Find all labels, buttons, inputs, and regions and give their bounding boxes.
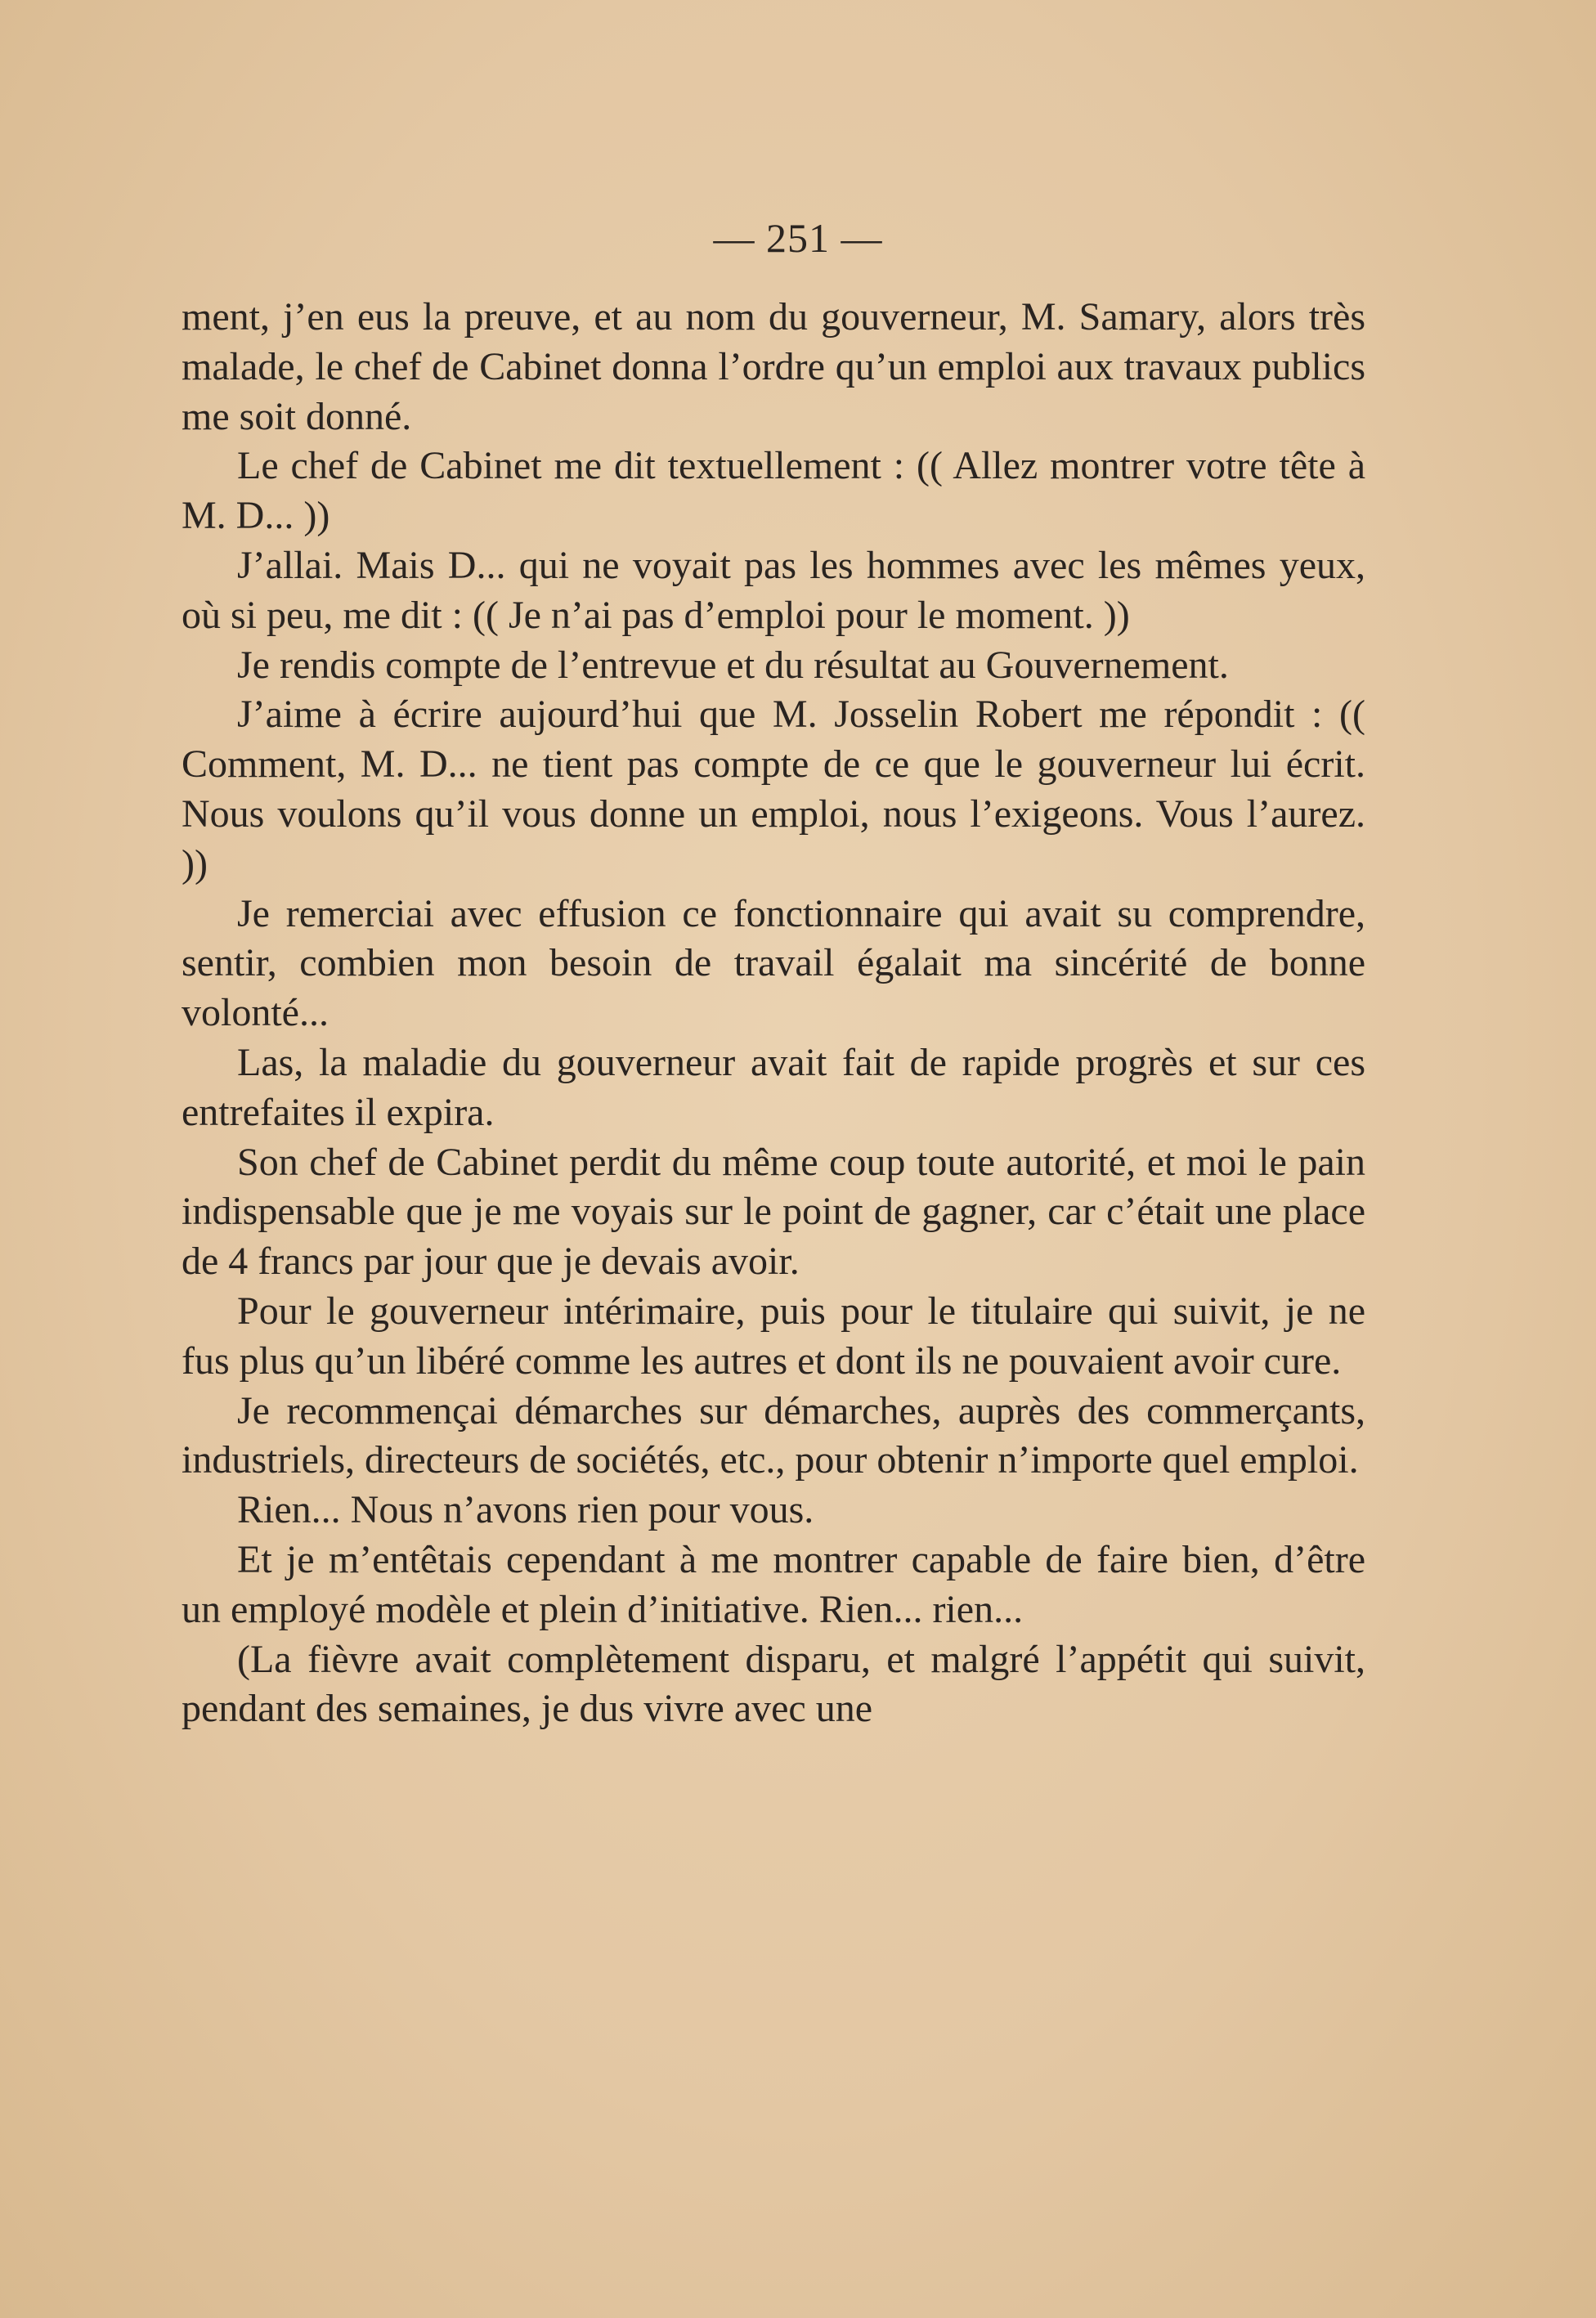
body-text: [182, 293, 1365, 1734]
page-number: — 251 —: [713, 215, 883, 261]
paragraph-10: Je recommençai démarches sur démarches, auprès des commerçants, industriels, directeurs de sociétés, etc., pour obtenir n’importe quel emploi.: [182, 1388, 1365, 1482]
paragraph-13: (La fièvre avait complètement disparu, et malgré l’appétit qui suivit, pendant des semaines, je dus vivre avec une: [182, 1637, 1365, 1731]
paragraph-4: Je rendis compte de l’entrevue et du résultat au Gouvernement.: [237, 643, 1229, 687]
paragraph-3: J’allai. Mais D... qui ne voyait pas les hommes avec les mêmes yeux, où si peu, me dit : (( Je n’ai pas d’emploi pour le moment. )): [182, 543, 1365, 637]
paragraph-12: Et je m’entêtais cependant à me montrer capable de faire bien, d’être un employé modèle et plein d’initiative. Rien... rien...: [182, 1537, 1365, 1631]
paragraph-6: Je remerciai avec effusion ce fonctionnaire qui avait su comprendre, sentir, combien mon besoin de travail égalait ma sincérité de bonne volonté...: [182, 891, 1365, 1035]
paragraph-7: Las, la maladie du gouverneur avait fait de rapide progrès et sur ces entrefaites il expira.: [182, 1040, 1365, 1134]
paragraph-1: ment, j’en eus la preuve, et au nom du gouverneur, M. Samary, alors très malade, le chef de Cabinet donna l’ordre qu’un emploi aux travaux publics me soit donné.: [182, 295, 1365, 438]
paragraph-8: Son chef de Cabinet perdit du même coup toute autorité, et moi le pain indispensable que je me voyais sur le point de gagner, car c’était une place de 4 francs par jour que je devais avoir.: [182, 1140, 1365, 1284]
paragraph-11: Rien... Nous n’avons rien pour vous.: [237, 1488, 814, 1532]
paragraph-9: Pour le gouverneur intérimaire, puis pour le titulaire qui suivit, je ne fus plus qu’un libéré comme les autres et dont ils ne pouvaient avoir cure.: [182, 1289, 1365, 1383]
paragraph-2: Le chef de Cabinet me dit textuellement : (( Allez montrer votre tête à M. D... )): [182, 444, 1365, 538]
paragraph-5: J’aime à écrire aujourd’hui que M. Josselin Robert me répondit : (( Comment, M. D... ne tient pas compte de ce que le gouverneur lui écrit. Nous voulons qu’il vous donne un emploi, nous l’exigeons. Vous l’aurez. )): [182, 693, 1365, 886]
